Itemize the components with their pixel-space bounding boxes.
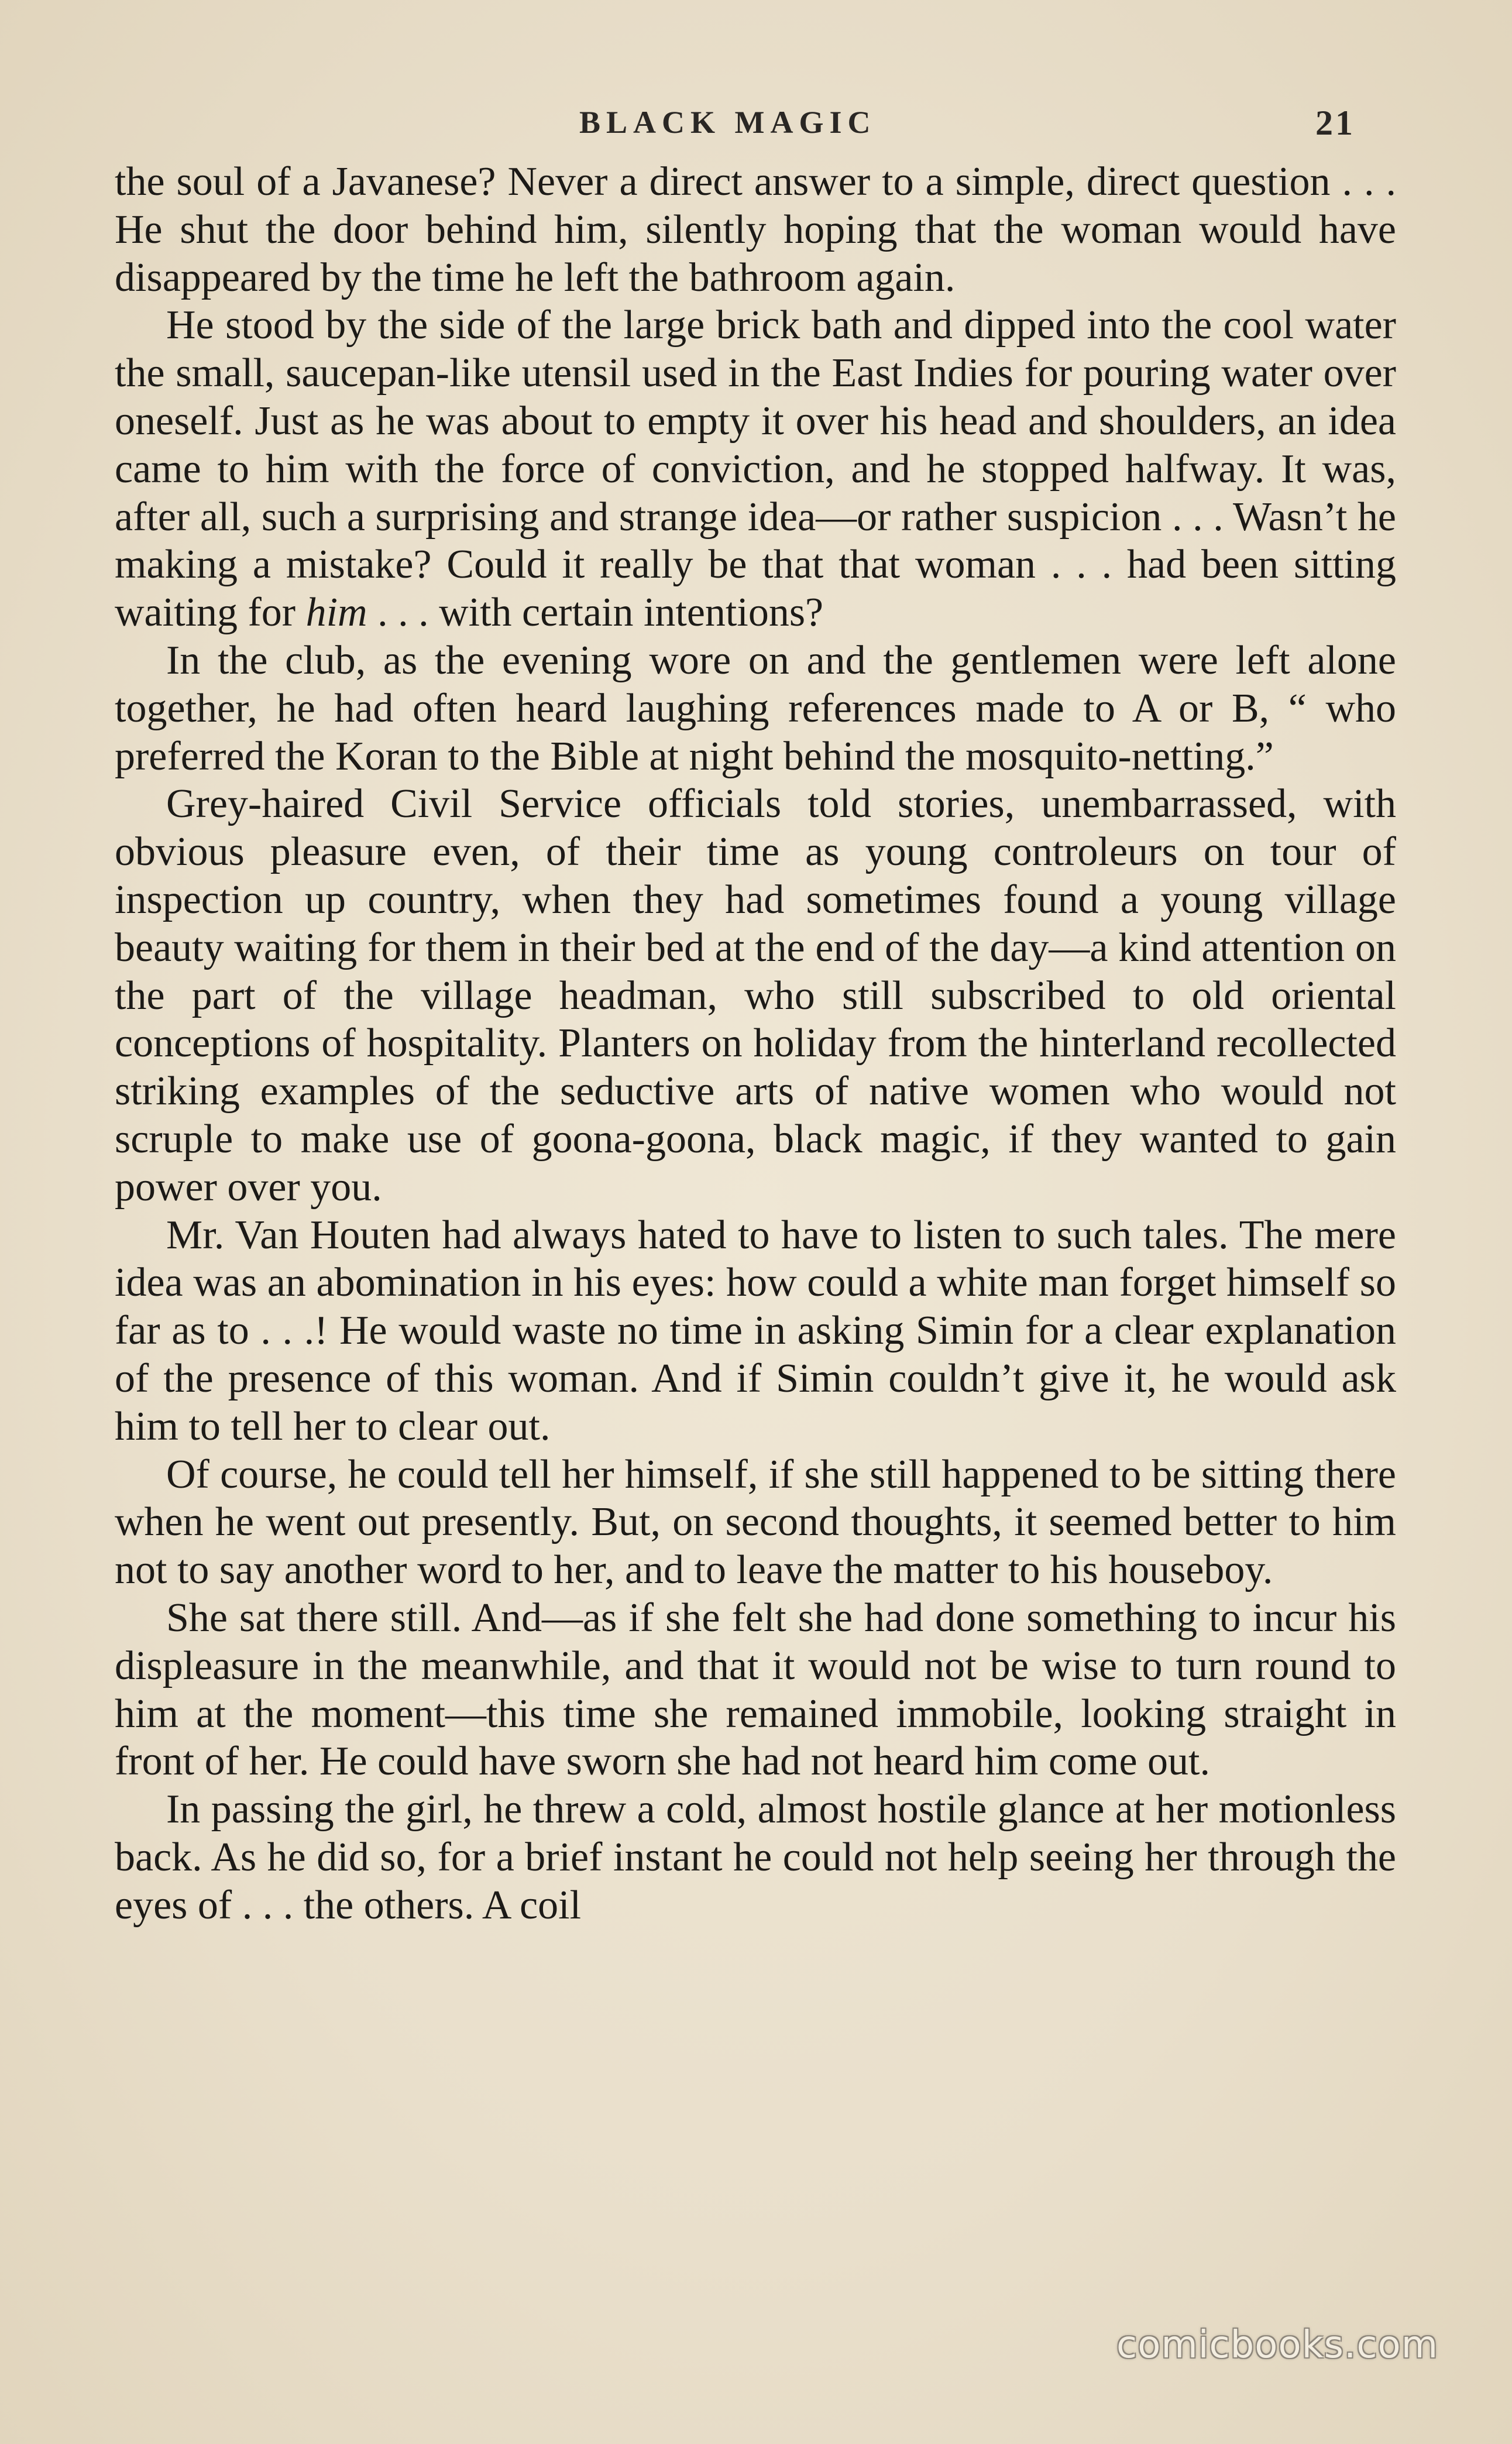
paragraph: [115, 637, 1396, 780]
emphasis-text: him: [305, 590, 367, 636]
paragraph-text: . . . with certain intentions?: [367, 590, 824, 636]
paragraph-text: In the club, as the evening wore on and the gentlemen were left alone together, he had often heard laughing references made to A or B, “ who preferred the Koran to the Bible at night behind the mosquito-netting.”: [115, 637, 1396, 779]
paragraph-text: Of course, he could tell her himself, if she still happened to be sitting there when he went out presently. But, on second thoughts, it seemed better to him not to say another word to her, and to leave the matter to his houseboy.: [115, 1451, 1396, 1593]
paragraph: [115, 158, 1396, 301]
paragraph-text: He stood by the side of the large brick bath and dipped into the cool water the small, saucepan-like utensil used in the East Indies for pouring water over oneself. Just as he was about to empty it over his head and shoulders, an idea came to him with the force of conviction, and he stopped halfway. It was, after all, such a surprising and strange idea—or rather suspicion . . . Wasn’t he making a mistake? Could it really be that that woman . . . had been sitting waiting for: [115, 303, 1396, 636]
paragraph-text: She sat there still. And—as if she felt she had done something to incur his displeasure in the meanwhile, and that it would not be wise to turn round to him at the moment—this time she remained immobile, looking straight in front of her. He could have sworn she had not heard him come out.: [115, 1595, 1396, 1784]
paragraph-text: Grey-haired Civil Service officials told stories, unembarrassed, with obvious pleasure even, of their time as young controleurs on tour of inspection up country, when they had sometimes found a young village beauty waiting for them in their bed at the end of the day—a kind attention on the part of the village headman, who still subscribed to old oriental conceptions of hospitality. Planters on holiday from the hinterland recollected striking examples of the seductive arts of native women who would not scruple to make use of goona-goona, black magic, if they wanted to gain power over you.: [115, 781, 1396, 1210]
running-head-title: BLACK MAGIC: [579, 105, 877, 140]
paragraph: [115, 780, 1396, 1211]
paragraph-text: Mr. Van Houten had always hated to have to listen to such tales. The mere idea was an abomination in his eyes: how could a white man forget himself so far as to . . .! He would waste no time in asking Simin for a clear explanation of the presence of this woman. And if Simin couldn’t give it, he would ask him to tell her to clear out.: [115, 1212, 1396, 1449]
paragraph: [115, 1451, 1396, 1594]
paragraph: [115, 301, 1396, 637]
page-number: 21: [1315, 104, 1355, 142]
paragraph: [115, 1594, 1396, 1786]
watermark-logo: comicbooks.com: [1116, 2323, 1439, 2367]
body-text: [115, 158, 1396, 1929]
paragraph-text: the soul of a Javanese? Never a direct answer to a simple, direct question . . . He shut the door behind him, silently hoping that the woman would have disappeared by the time he left the bathroom again.: [115, 159, 1396, 300]
paragraph: [115, 1786, 1396, 1929]
paragraph: [115, 1211, 1396, 1451]
paragraph-text: In passing the girl, he threw a cold, almost hostile glance at her motionless back. As he did so, for a brief instant he could not help seeing her through the eyes of . . . the others. A coil: [115, 1787, 1396, 1928]
